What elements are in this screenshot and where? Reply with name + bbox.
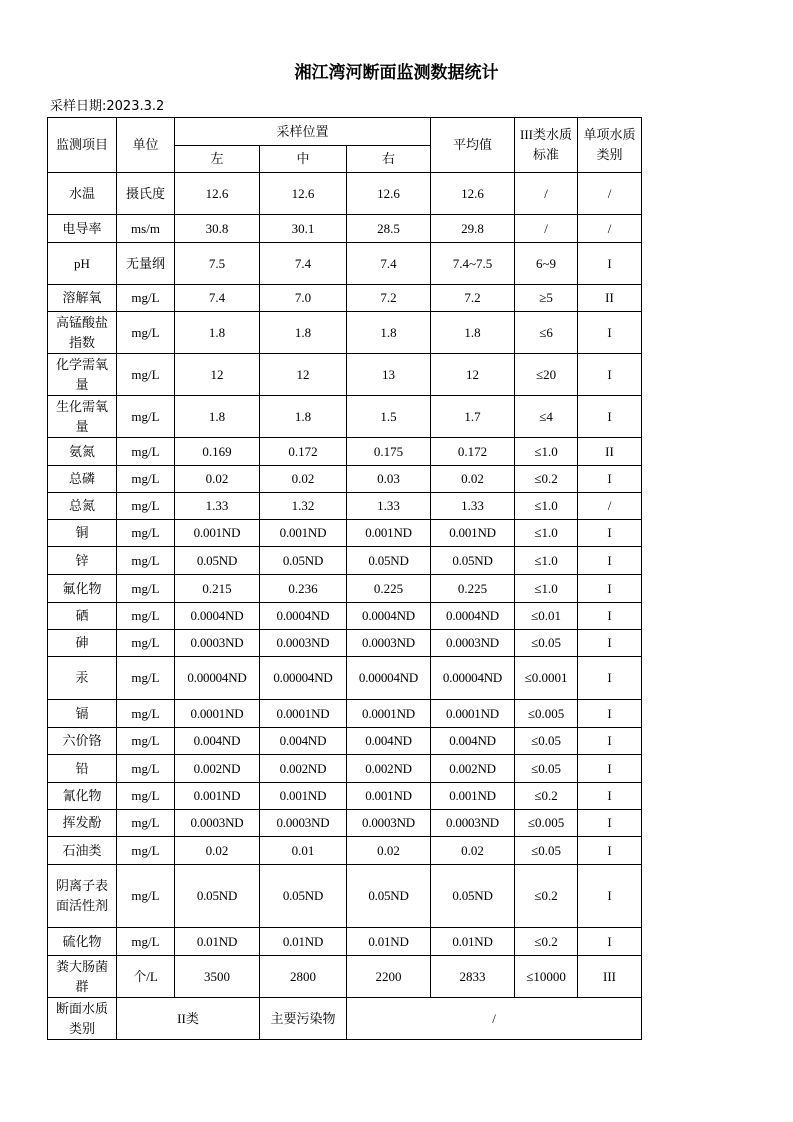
cell-item: 挥发酚 (48, 810, 117, 837)
cell-item: 氟化物 (48, 575, 117, 603)
cell-cat: I (578, 865, 642, 928)
cell-std: ≤20 (515, 354, 578, 396)
cell-avg: 0.225 (431, 575, 515, 603)
cell-middle: 2800 (260, 956, 347, 998)
cell-cat: I (578, 728, 642, 755)
cell-cat: I (578, 547, 642, 575)
cell-avg: 1.33 (431, 493, 515, 520)
header-position: 采样位置 (175, 118, 431, 146)
cell-middle: 0.001ND (260, 783, 347, 810)
footer-label: 断面水质类别 (48, 998, 117, 1040)
cell-cat: I (578, 783, 642, 810)
cell-middle: 0.01 (260, 837, 347, 865)
cell-item: 化学需氧量 (48, 354, 117, 396)
cell-std: ≤1.0 (515, 547, 578, 575)
cell-std: ≤0.2 (515, 466, 578, 493)
cell-left: 7.4 (175, 285, 260, 312)
cell-std: ≤1.0 (515, 438, 578, 466)
table-row (48, 728, 642, 755)
cell-avg: 0.05ND (431, 547, 515, 575)
cell-unit: mg/L (117, 700, 175, 728)
cell-left: 0.0001ND (175, 700, 260, 728)
header-unit: 单位 (117, 118, 175, 173)
header-standard: III类水质标准 (515, 118, 578, 173)
table-row (48, 837, 642, 865)
cell-left: 1.33 (175, 493, 260, 520)
cell-avg: 0.00004ND (431, 657, 515, 700)
cell-std: ≤0.05 (515, 630, 578, 657)
cell-avg: 0.004ND (431, 728, 515, 755)
cell-middle: 0.05ND (260, 547, 347, 575)
cell-item: 六价铬 (48, 728, 117, 755)
cell-avg: 0.172 (431, 438, 515, 466)
cell-unit: mg/L (117, 630, 175, 657)
table-row (48, 285, 642, 312)
cell-right: 2200 (347, 956, 431, 998)
cell-unit: mg/L (117, 547, 175, 575)
cell-unit: mg/L (117, 354, 175, 396)
cell-std: ≤0.005 (515, 810, 578, 837)
cell-avg: 0.001ND (431, 520, 515, 547)
cell-std: ≤0.005 (515, 700, 578, 728)
cell-std: ≥5 (515, 285, 578, 312)
cell-item: 砷 (48, 630, 117, 657)
cell-item: 生化需氧量 (48, 396, 117, 438)
cell-item: 阴离子表面活性剂 (48, 865, 117, 928)
cell-right: 0.00004ND (347, 657, 431, 700)
cell-avg: 1.7 (431, 396, 515, 438)
cell-right: 0.0003ND (347, 630, 431, 657)
cell-avg: 0.0004ND (431, 603, 515, 630)
footer-pollutant-label: 主要污染物 (260, 998, 347, 1040)
cell-avg: 0.02 (431, 837, 515, 865)
cell-unit: mg/L (117, 285, 175, 312)
table-row (48, 657, 642, 700)
cell-right: 0.0004ND (347, 603, 431, 630)
table-row (48, 520, 642, 547)
cell-avg: 0.05ND (431, 865, 515, 928)
cell-avg: 0.0003ND (431, 630, 515, 657)
cell-cat: I (578, 603, 642, 630)
header-item: 监测项目 (48, 118, 117, 173)
cell-item: 电导率 (48, 215, 117, 243)
cell-item: 总氮 (48, 493, 117, 520)
header-average: 平均值 (431, 118, 515, 173)
table-row (48, 755, 642, 783)
cell-std: ≤0.01 (515, 603, 578, 630)
cell-right: 0.03 (347, 466, 431, 493)
cell-left: 0.00004ND (175, 657, 260, 700)
cell-right: 0.0003ND (347, 810, 431, 837)
cell-left: 0.001ND (175, 783, 260, 810)
cell-item: 铜 (48, 520, 117, 547)
cell-cat: / (578, 493, 642, 520)
cell-cat: I (578, 396, 642, 438)
cell-cat: I (578, 928, 642, 956)
cell-right: 0.175 (347, 438, 431, 466)
cell-std: ≤0.2 (515, 783, 578, 810)
cell-avg: 12 (431, 354, 515, 396)
cell-unit: mg/L (117, 928, 175, 956)
cell-left: 0.001ND (175, 520, 260, 547)
cell-std: ≤1.0 (515, 520, 578, 547)
table-row (48, 700, 642, 728)
cell-cat: I (578, 312, 642, 354)
header-category: 单项水质类别 (578, 118, 642, 173)
table-row (48, 243, 642, 285)
cell-middle: 0.05ND (260, 865, 347, 928)
cell-middle: 12.6 (260, 173, 347, 215)
table-row (48, 493, 642, 520)
cell-right: 0.05ND (347, 547, 431, 575)
table-row (48, 865, 642, 928)
cell-unit: mg/L (117, 466, 175, 493)
table-row (48, 466, 642, 493)
cell-unit: mg/L (117, 755, 175, 783)
cell-item: 溶解氧 (48, 285, 117, 312)
cell-cat: I (578, 630, 642, 657)
cell-avg: 0.001ND (431, 783, 515, 810)
cell-item: 镉 (48, 700, 117, 728)
cell-item: 锌 (48, 547, 117, 575)
cell-avg: 0.0003ND (431, 810, 515, 837)
cell-cat: I (578, 520, 642, 547)
cell-cat: II (578, 285, 642, 312)
cell-unit: mg/L (117, 603, 175, 630)
cell-right: 7.2 (347, 285, 431, 312)
cell-unit: mg/L (117, 728, 175, 755)
cell-middle: 0.0004ND (260, 603, 347, 630)
cell-left: 12.6 (175, 173, 260, 215)
cell-middle: 0.00004ND (260, 657, 347, 700)
cell-unit: mg/L (117, 575, 175, 603)
cell-cat: I (578, 755, 642, 783)
cell-unit: mg/L (117, 396, 175, 438)
cell-cat: I (578, 354, 642, 396)
cell-cat: I (578, 466, 642, 493)
cell-cat: I (578, 575, 642, 603)
header-middle: 中 (260, 146, 347, 173)
cell-std: ≤0.05 (515, 728, 578, 755)
table-row (48, 810, 642, 837)
cell-middle: 12 (260, 354, 347, 396)
table-row (48, 215, 642, 243)
cell-item: 硫化物 (48, 928, 117, 956)
cell-middle: 0.001ND (260, 520, 347, 547)
cell-middle: 0.01ND (260, 928, 347, 956)
cell-cat: I (578, 243, 642, 285)
table-row (48, 575, 642, 603)
cell-right: 0.001ND (347, 520, 431, 547)
cell-std: ≤0.2 (515, 928, 578, 956)
cell-unit: mg/L (117, 810, 175, 837)
cell-right: 0.05ND (347, 865, 431, 928)
page-title: 湘江湾河断面监测数据统计 (294, 63, 499, 83)
cell-unit: mg/L (117, 520, 175, 547)
cell-avg: 0.002ND (431, 755, 515, 783)
cell-unit: mg/L (117, 865, 175, 928)
cell-cat: / (578, 215, 642, 243)
cell-right: 0.02 (347, 837, 431, 865)
table-row (48, 547, 642, 575)
cell-std: ≤0.2 (515, 865, 578, 928)
cell-item: 水温 (48, 173, 117, 215)
cell-unit: mg/L (117, 438, 175, 466)
cell-left: 0.0003ND (175, 630, 260, 657)
cell-middle: 30.1 (260, 215, 347, 243)
cell-std: ≤6 (515, 312, 578, 354)
cell-right: 0.0001ND (347, 700, 431, 728)
cell-std: ≤1.0 (515, 493, 578, 520)
table-row (48, 354, 642, 396)
cell-item: 总磷 (48, 466, 117, 493)
cell-unit: ms/m (117, 215, 175, 243)
cell-cat: I (578, 700, 642, 728)
cell-right: 0.01ND (347, 928, 431, 956)
cell-avg: 1.8 (431, 312, 515, 354)
cell-std: / (515, 215, 578, 243)
cell-cat: I (578, 837, 642, 865)
table-row (48, 438, 642, 466)
cell-middle: 0.0001ND (260, 700, 347, 728)
cell-avg: 29.8 (431, 215, 515, 243)
cell-left: 0.0003ND (175, 810, 260, 837)
cell-left: 0.05ND (175, 865, 260, 928)
cell-std: ≤0.0001 (515, 657, 578, 700)
cell-unit: mg/L (117, 837, 175, 865)
cell-right: 28.5 (347, 215, 431, 243)
cell-avg: 0.02 (431, 466, 515, 493)
cell-left: 0.02 (175, 837, 260, 865)
cell-cat: I (578, 657, 642, 700)
cell-unit: 摄氏度 (117, 173, 175, 215)
cell-left: 7.5 (175, 243, 260, 285)
cell-std: / (515, 173, 578, 215)
cell-std: ≤4 (515, 396, 578, 438)
cell-left: 1.8 (175, 396, 260, 438)
cell-middle: 0.0003ND (260, 630, 347, 657)
cell-avg: 0.01ND (431, 928, 515, 956)
cell-left: 0.05ND (175, 547, 260, 575)
cell-std: ≤1.0 (515, 575, 578, 603)
footer-row (48, 998, 642, 1040)
table-row (48, 173, 642, 215)
sample-date: 采样日期:2023.3.2 (50, 99, 165, 114)
cell-right: 13 (347, 354, 431, 396)
table-row (48, 783, 642, 810)
cell-right: 0.004ND (347, 728, 431, 755)
table-row (48, 630, 642, 657)
footer-value: II类 (117, 998, 260, 1040)
cell-unit: mg/L (117, 493, 175, 520)
cell-right: 1.8 (347, 312, 431, 354)
cell-middle: 7.4 (260, 243, 347, 285)
cell-left: 1.8 (175, 312, 260, 354)
cell-item: 氨氮 (48, 438, 117, 466)
cell-avg: 2833 (431, 956, 515, 998)
table-row (48, 396, 642, 438)
cell-item: 粪大肠菌群 (48, 956, 117, 998)
cell-right: 0.002ND (347, 755, 431, 783)
header-left: 左 (175, 146, 260, 173)
cell-unit: 无量纲 (117, 243, 175, 285)
cell-middle: 0.0003ND (260, 810, 347, 837)
cell-middle: 0.02 (260, 466, 347, 493)
cell-avg: 12.6 (431, 173, 515, 215)
cell-left: 12 (175, 354, 260, 396)
cell-item: 硒 (48, 603, 117, 630)
cell-middle: 7.0 (260, 285, 347, 312)
cell-middle: 1.8 (260, 312, 347, 354)
cell-left: 30.8 (175, 215, 260, 243)
cell-cat: / (578, 173, 642, 215)
monitoring-table (47, 117, 642, 1040)
cell-right: 0.001ND (347, 783, 431, 810)
cell-item: 汞 (48, 657, 117, 700)
cell-left: 0.0004ND (175, 603, 260, 630)
table-row (48, 928, 642, 956)
cell-right: 1.5 (347, 396, 431, 438)
cell-std: 6~9 (515, 243, 578, 285)
cell-item: 铅 (48, 755, 117, 783)
cell-unit: 个/L (117, 956, 175, 998)
cell-item: 石油类 (48, 837, 117, 865)
cell-middle: 0.002ND (260, 755, 347, 783)
cell-item: 氰化物 (48, 783, 117, 810)
cell-item: 高锰酸盐指数 (48, 312, 117, 354)
cell-cat: I (578, 810, 642, 837)
cell-middle: 0.236 (260, 575, 347, 603)
cell-std: ≤0.05 (515, 837, 578, 865)
cell-left: 0.002ND (175, 755, 260, 783)
cell-unit: mg/L (117, 783, 175, 810)
cell-middle: 0.172 (260, 438, 347, 466)
table-row (48, 956, 642, 998)
cell-cat: II (578, 438, 642, 466)
table-row (48, 312, 642, 354)
cell-right: 1.33 (347, 493, 431, 520)
cell-middle: 0.004ND (260, 728, 347, 755)
cell-avg: 7.4~7.5 (431, 243, 515, 285)
cell-middle: 1.8 (260, 396, 347, 438)
cell-left: 0.02 (175, 466, 260, 493)
cell-avg: 7.2 (431, 285, 515, 312)
cell-right: 7.4 (347, 243, 431, 285)
cell-left: 0.169 (175, 438, 260, 466)
cell-left: 3500 (175, 956, 260, 998)
cell-left: 0.004ND (175, 728, 260, 755)
cell-item: pH (48, 243, 117, 285)
cell-unit: mg/L (117, 312, 175, 354)
cell-cat: III (578, 956, 642, 998)
cell-avg: 0.0001ND (431, 700, 515, 728)
table-row (48, 603, 642, 630)
footer-pollutant-value: / (347, 998, 642, 1040)
cell-middle: 1.32 (260, 493, 347, 520)
cell-right: 12.6 (347, 173, 431, 215)
cell-unit: mg/L (117, 657, 175, 700)
cell-std: ≤10000 (515, 956, 578, 998)
cell-std: ≤0.05 (515, 755, 578, 783)
cell-left: 0.01ND (175, 928, 260, 956)
cell-left: 0.215 (175, 575, 260, 603)
header-right: 右 (347, 146, 431, 173)
cell-right: 0.225 (347, 575, 431, 603)
